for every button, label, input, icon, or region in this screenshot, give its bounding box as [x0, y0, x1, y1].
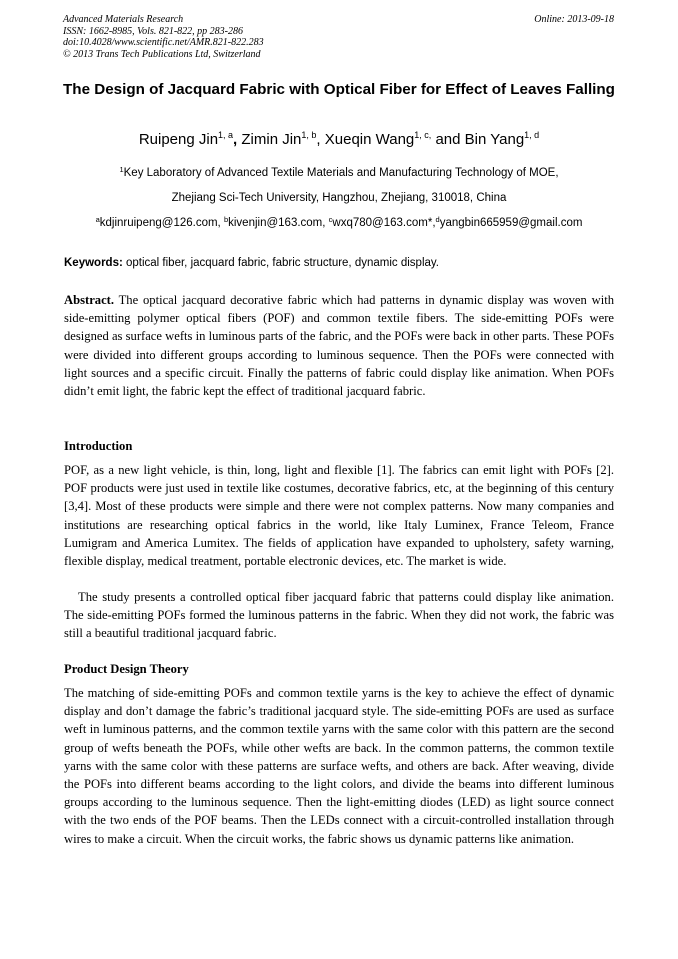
section-heading-introduction: Introduction: [64, 439, 133, 453]
author-affiliation-mark: 1, d: [524, 130, 540, 140]
issn-line: ISSN: 1662-8985, Vols. 821-822, pp 283-286: [63, 25, 243, 37]
introduction-paragraph-2: The study presents a controlled optical fiber jacquard fabric that patterns could display like animation. The side-emitting POFs formed the luminous patterns in the fabric. When they did not work, the fabric was still a beautiful traditional jacquard fabric.: [64, 590, 614, 641]
email-address[interactable]: kdjinruipeng@126.com,: [99, 217, 221, 229]
email-mark: d: [435, 215, 440, 224]
author-name: Bin Yang: [464, 131, 525, 148]
email-address[interactable]: kivenjin@163.com,: [228, 217, 326, 229]
affiliation-line-2: Zhejiang Sci-Tech University, Hangzhou, Zhejiang, 310018, China: [171, 192, 507, 204]
author-separator: ,: [316, 131, 321, 148]
affiliation-mark: 1: [119, 165, 124, 174]
paper-title: The Design of Jacquard Fabric with Optical Fiber for Effect of Leaves Falling: [63, 81, 615, 98]
keywords: [64, 256, 439, 271]
introduction-paragraph-1: POF, as a new light vehicle, is thin, long, light and flexible [1]. The fabrics can emit light with POFs [2]. POF products were just used in textile like costumes, decorative fabrics, etc, at the beginning of this century [3,4]. Most of these products were simple and there were not complex patterns. Now many companies and institutions are researching optical fabrics in the world, like Italy Luminex, France Teleom, France Lumigram and America Lumitex. The fields of application have expanded to upholstery, safety warning, flexible display, medical treatment, portable electronic devices, etc. The market is wide.: [64, 463, 614, 569]
abstract: [64, 291, 614, 400]
section-heading-design-theory: Product Design Theory: [64, 662, 189, 676]
online-date: Online: 2013-09-18: [534, 14, 614, 25]
keywords-label: Keywords:: [64, 257, 123, 269]
journal-name: Advanced Materials Research: [63, 14, 184, 25]
author-name: Ruipeng Jin: [138, 131, 219, 148]
author-separator: and: [431, 131, 461, 148]
author-affiliation-mark: 1, c,: [414, 130, 432, 140]
affiliation-line-1: [0, 166, 678, 181]
author-name: Zimin Jin: [241, 131, 302, 148]
email-line: [0, 216, 678, 231]
keywords-text: optical fiber, jacquard fabric, fabric structure, dynamic display.: [126, 257, 439, 269]
author-name: Xueqin Wang: [324, 131, 415, 148]
email-mark: b: [223, 215, 229, 224]
email-address[interactable]: wxq780@163.com*,: [332, 217, 436, 229]
email-address[interactable]: yangbin665959@gmail.com: [439, 217, 583, 229]
author-separator: ,: [233, 131, 238, 148]
abstract-label: Abstract.: [64, 293, 115, 307]
author-list: [0, 130, 678, 150]
author-affiliation-mark: 1, a: [218, 130, 234, 140]
author-affiliation-mark: 1, b: [301, 130, 317, 140]
affiliation-text: Key Laboratory of Advanced Textile Materials and Manufacturing Technology of MOE,: [123, 167, 559, 179]
doi-line: doi:10.4028/www.scientific.net/AMR.821-822.283: [63, 37, 264, 48]
abstract-text: The optical jacquard decorative fabric which had patterns in dynamic display was woven with side-emitting polymer optical fibers (POF) and common textile fibers. The side-emitting POFs were designed as surface wefts in luminous parts of the fabric, and the POFs were back in other parts. These POFs were divided into different groups according to luminous sequence. Then the POFs were connected with light sources and a specific circuit. Finally the patterns of fabric could display like animation. When POFs didn’t emit light, the fabric kept the effect of traditional jacquard fabric.: [64, 293, 615, 399]
design-theory-paragraph: The matching of side-emitting POFs and common textile yarns is the key to achieve the effect of dynamic display and don’t damage the fabric’s traditional jacquard style. The side-emitting POFs are used as surface weft in luminous patterns, and the common textile yarns with the same color with this pattern are the second group of wefts beneath the POFs, while other wefts are back. In the common patterns, the common textile yarns with the same color with these patterns are surface wefts, and others are back. After weaving, divide the POFs into different beams according to the light colors, and divide the beams into different luminous groups according to the luminous sequence. Then the light-emitting diodes (LED) as light source connect with the two ends of the POF beams. Then the LEDs connect with a circuit-controlled installation through wires to make a circuit. When the circuit works, the fabric shows us dynamic patterns like animation.: [64, 686, 614, 846]
email-mark: a: [95, 215, 100, 224]
journal-header: [63, 14, 264, 60]
copyright-line: © 2013 Trans Tech Publications Ltd, Switzerland: [63, 48, 261, 60]
email-mark: c: [328, 215, 333, 224]
